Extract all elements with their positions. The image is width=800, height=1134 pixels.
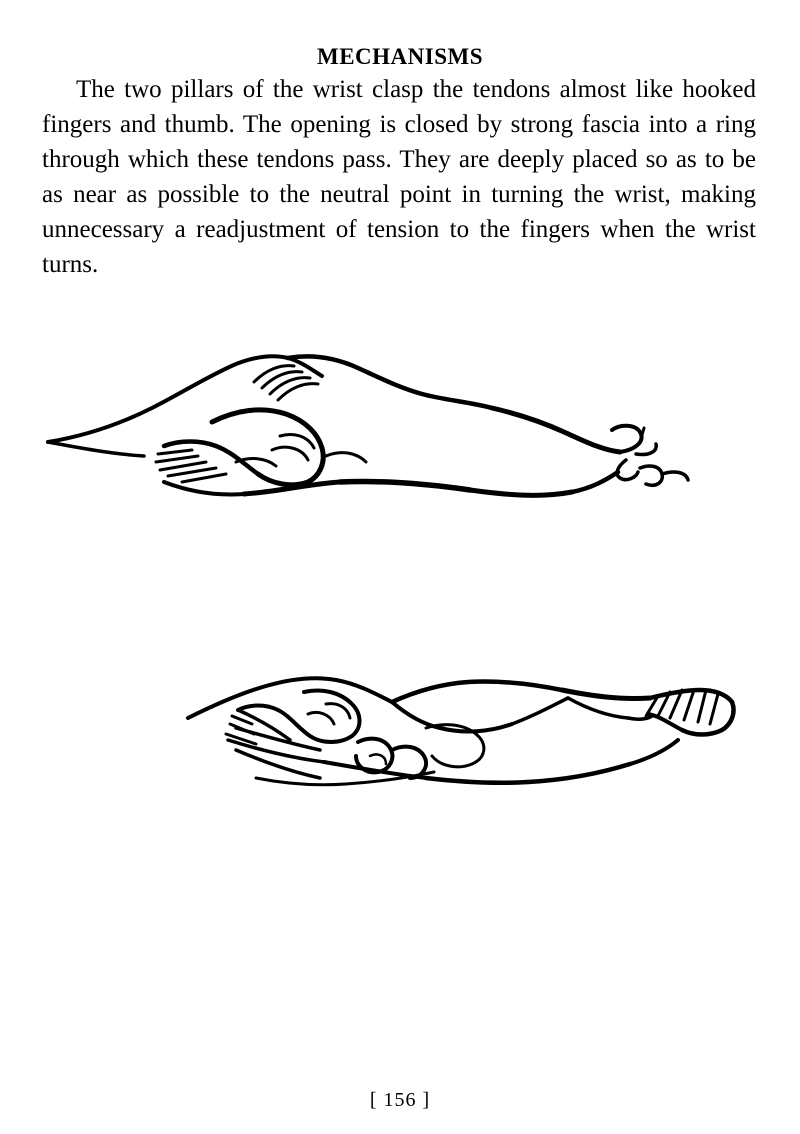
figure-area bbox=[40, 312, 760, 1032]
page-number: [ 156 ] bbox=[369, 1089, 431, 1111]
figure-wrist-bones-tendons-drawing-bottom bbox=[40, 632, 760, 852]
figure-forearm-wrist-hand-drawing-top bbox=[40, 332, 760, 592]
page-title: MECHANISMS bbox=[316, 44, 483, 69]
forearm-wrist-hand-illustration bbox=[40, 332, 760, 592]
wrist-bones-tendons-illustration bbox=[40, 632, 760, 852]
body-paragraph: The two pillars of the wrist clasp the tendons almost like hooked fingers and thumb. The opening is closed by strong fascia into a ring through which these tendons pass. They are deeply placed so as to be as near as possible to the neutral point in turning the wrist, making unnecessary a readjustment of tension to the fingers when the wrist turns. bbox=[42, 76, 756, 278]
